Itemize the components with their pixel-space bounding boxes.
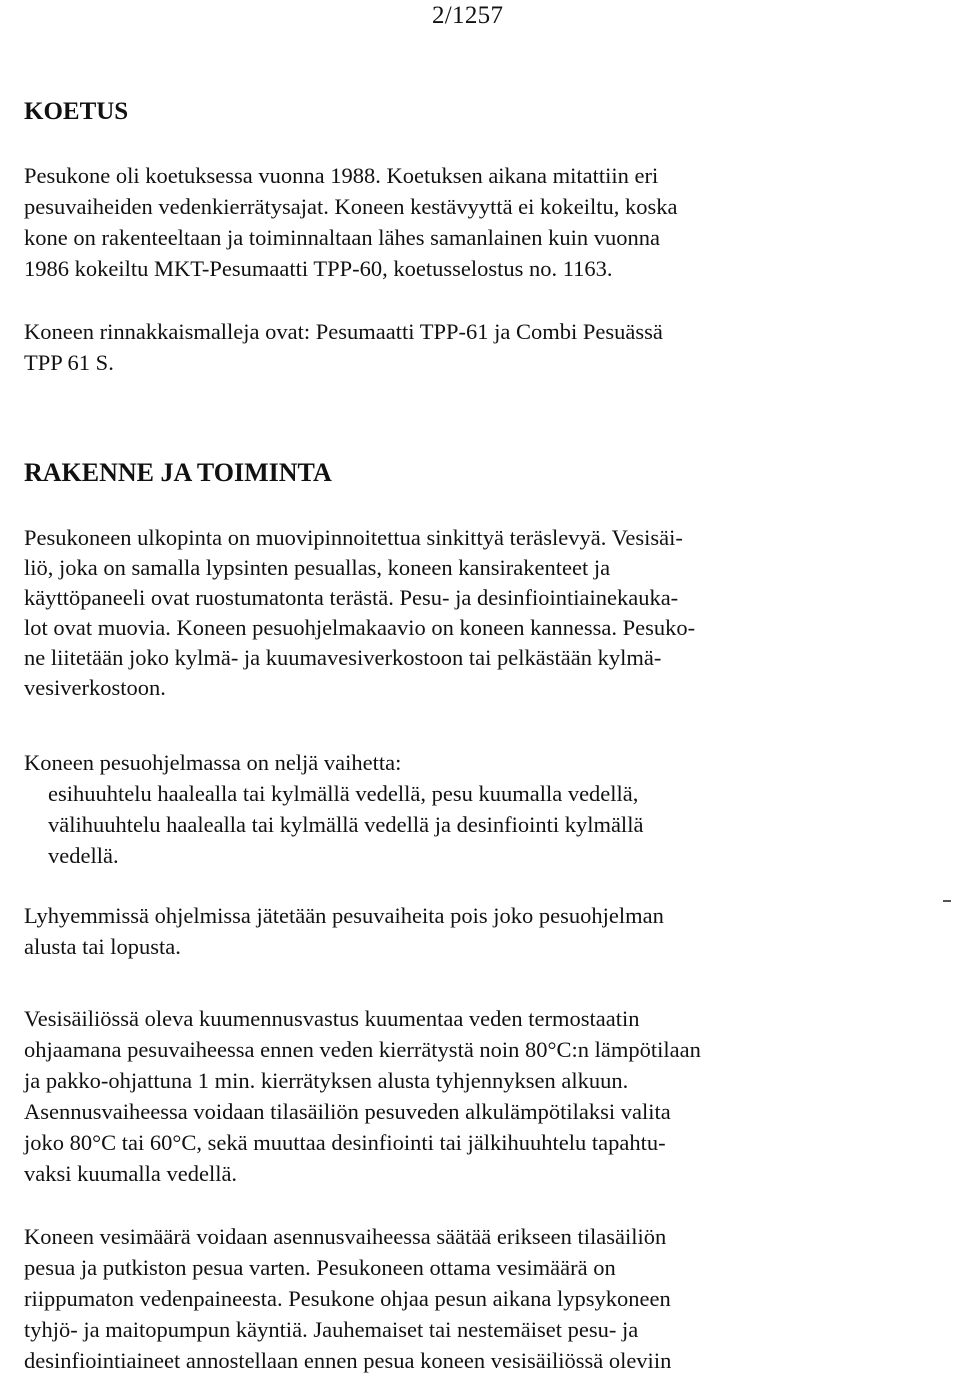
text-line: vesiverkostoon. [24, 675, 166, 700]
text-line: ohjaamana pesuvaiheessa ennen veden kierrätystä noin 80°C:n lämpötilaan [24, 1037, 701, 1062]
paragraph-heating [24, 1003, 860, 1189]
text-line: 1986 kokeiltu MKT-Pesumaatti TPP-60, koetusselostus no. 1163. [24, 256, 613, 281]
text-line: alusta tai lopusta. [24, 934, 181, 959]
scan-artifact-mark [943, 900, 951, 902]
paragraph-construction [24, 523, 842, 703]
text-line: Vesisäiliössä oleva kuumennusvastus kuumentaa veden termostaatin [24, 1006, 640, 1031]
text-line: TPP 61 S. [24, 350, 114, 375]
text-line: Koneen pesuohjelmassa on neljä vaihetta: [24, 750, 402, 775]
text-line: pesuvaiheiden vedenkierrätysajat. Koneen kestävyyttä ei kokeiltu, koska [24, 194, 678, 219]
text-line: Asennusvaiheessa voidaan tilasäiliön pesuveden alkulämpötilaksi valita [24, 1099, 671, 1124]
paragraph-koetus-intro [24, 160, 842, 284]
text-line: kone on rakenteeltaan ja toiminnaltaan lähes samanlainen kuin vuonna [24, 225, 661, 250]
page-number: 2/1257 [432, 2, 504, 29]
text-line: liö, joka on samalla lypsinten pesuallas, koneen kansirakenteet ja [24, 555, 611, 580]
text-line: pesua ja putkiston pesua varten. Pesukoneen ottama vesimäärä on [24, 1255, 616, 1280]
text-line: riippumaton vedenpaineesta. Pesukone ohjaa pesun aikana lypsykoneen [24, 1286, 671, 1311]
text-line: Pesukone oli koetuksessa vuonna 1988. Koetuksen aikana mitattiin eri [24, 163, 659, 188]
paragraph-short-programs [24, 900, 842, 962]
text-line: ne liitetään joko kylmä- ja kuumavesiverkostoon tai pelkästään kylmä- [24, 645, 662, 670]
paragraph-wash-phases [24, 747, 842, 871]
text-line: Koneen rinnakkaismalleja ovat: Pesumaatti TPP-61 ja Combi Pesuässä [24, 319, 663, 344]
text-line: Lyhyemmissä ohjelmissa jätetään pesuvaiheita pois joko pesuohjelman [24, 903, 664, 928]
section-heading-rakenne: RAKENNE JA TOIMINTA [24, 458, 332, 487]
paragraph-water-amount [24, 1221, 844, 1376]
text-line: lot ovat muovia. Koneen pesuohjelmakaavio on koneen kannessa. Pesuko- [24, 615, 696, 640]
text-line: tyhjö- ja maitopumpun käyntiä. Jauhemaiset tai nestemäiset pesu- ja [24, 1317, 639, 1342]
text-line: desinfiointiaineet annostellaan ennen pesua koneen vesisäiliössä oleviin [24, 1348, 672, 1373]
text-line: vaksi kuumalla vedellä. [24, 1161, 238, 1186]
section-heading-koetus: KOETUS [24, 98, 129, 125]
paragraph-parallel-models [24, 316, 842, 378]
text-line: joko 80°C tai 60°C, sekä muuttaa desinfiointi tai jälkihuuhtelu tapahtu- [24, 1130, 666, 1155]
text-line: Koneen vesimäärä voidaan asennusvaiheessa säätää erikseen tilasäiliön [24, 1224, 667, 1249]
text-line: esihuuhtelu haalealla tai kylmällä vedellä, pesu kuumalla vedellä, [48, 781, 639, 806]
text-line: Pesukoneen ulkopinta on muovipinnoitettua sinkittyä teräslevyä. Vesisäi- [24, 525, 683, 550]
text-line: vedellä. [48, 843, 119, 868]
text-line: välihuuhtelu haalealla tai kylmällä vedellä ja desinfiointi kylmällä [48, 812, 644, 837]
text-line: käyttöpaneeli ovat ruostumatonta terästä. Pesu- ja desinfiointiainekauka- [24, 585, 679, 610]
text-line: ja pakko-ohjattuna 1 min. kierrätyksen alusta tyhjennyksen alkuun. [24, 1068, 629, 1093]
